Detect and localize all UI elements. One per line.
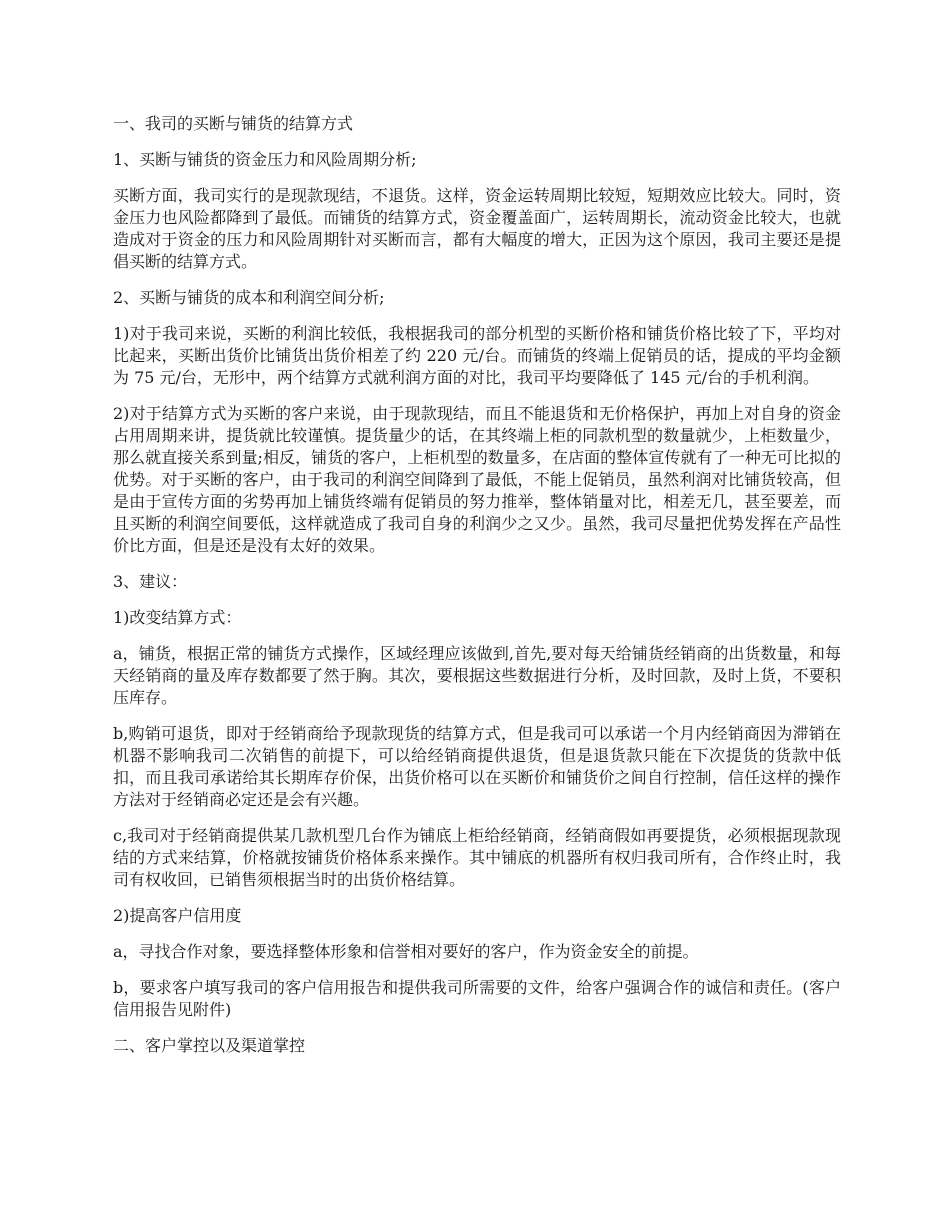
paragraph-buyout-risk: 买断方面，我司实行的是现款现结，不退货。这样，资金运转周期比较短，短期效应比较大。同时，资金压力也风险都降到了最低。而铺货的结算方式，资金覆盖面广，运转周期长，流动资金比较大，也就造成对于资金的压力和风险周期针对买断而言，都有大幅度的增大，正因为这个原因，我司主要还是提倡买断的结算方式。 [113, 186, 841, 271]
paragraph-credit-a: a，寻找合作对象，要选择整体形象和信誉相对要好的客户，作为资金安全的前提。 [113, 942, 699, 961]
document-body [113, 113, 841, 1071]
section-heading-1: 一、我司的买断与铺货的结算方式 [113, 114, 354, 133]
item-heading-settlement: 1)改变结算方式： [113, 608, 242, 627]
paragraph-cost-1: 1)对于我司来说，买断的利润比较低，我根据我司的部分机型的买断价格和铺货价格比较了下，平均对比起来，买断出货价比铺货出货价相差了约 220 元/台。而铺货的终端上促销员的话，提成的平均金额为 75 元/台，无形中，两个结算方式就利润方面的对比，我司平均要降低了 145 元/台的手机利润。 [113, 324, 841, 387]
subsection-heading-3: 3、建议： [113, 572, 188, 591]
paragraph-item-a: a，铺货，根据正常的铺货方式操作，区域经理应该做到,首先,要对每天给铺货经销商的出货数量，和每天经销商的量及库存数都要了然于胸。其次，要根据这些数据进行分析，及时回款，及时上货，不要积压库存。 [113, 644, 841, 707]
paragraph-item-b: b,购销可退货，即对于经销商给予现款现货的结算方式，但是我司可以承诺一个月内经销商因为滞销在机器不影响我司二次销售的前提下，可以给经销商提供退货，但是退货款只能在下次提货的货款中低扣，而且我司承诺给其长期库存价保，出货价格可以在买断价和铺货价之间自行控制，信任这样的操作方法对于经销商必定还是会有兴趣。 [113, 724, 841, 809]
paragraph-credit-b: b，要求客户填写我司的客户信用报告和提供我司所需要的文件，给客户强调合作的诚信和责任。(客户信用报告见附件) [113, 978, 841, 1019]
paragraph-cost-2: 2)对于结算方式为买断的客户来说，由于现款现结，而且不能退货和无价格保护，再加上对自身的资金占用周期来讲，提货就比较谨慎。提货量少的话，在其终端上柜的同款机型的数量就少，上柜数量少，那么就直接关系到量;相反，铺货的客户，上柜机型的数量多，在店面的整体宣传就有了一种无可比拟的优势。对于买断的客户，由于我司的利润空间降到了最低，不能上促销员，虽然利润对比铺货较高，但是由于宣传方面的劣势再加上铺货终端有促销员的努力推举，整体销量对比，相差无几，甚至要差，而且买断的利润空间要低，这样就造成了我司自身的利润少之又少。虽然，我司尽量把优势发挥在产品性价比方面，但是还是没有太好的效果。 [113, 404, 841, 555]
paragraph-item-c: c,我司对于经销商提供某几款机型几台作为铺底上柜给经销商，经销商假如再要提货，必须根据现款现结的方式来结算，价格就按铺货价格体系来操作。其中铺底的机器所有权归我司所有，合作终止时，我司有权收回，已销售须根据当时的出货价格结算。 [113, 826, 841, 889]
subsection-heading-2: 2、买断与铺货的成本和利润空间分析; [113, 288, 385, 307]
section-heading-2: 二、客户掌控以及渠道掌控 [113, 1036, 306, 1055]
item-heading-credit: 2)提高客户信用度 [113, 906, 242, 925]
subsection-heading-1: 1、买断与铺货的资金压力和风险周期分析; [113, 150, 417, 169]
